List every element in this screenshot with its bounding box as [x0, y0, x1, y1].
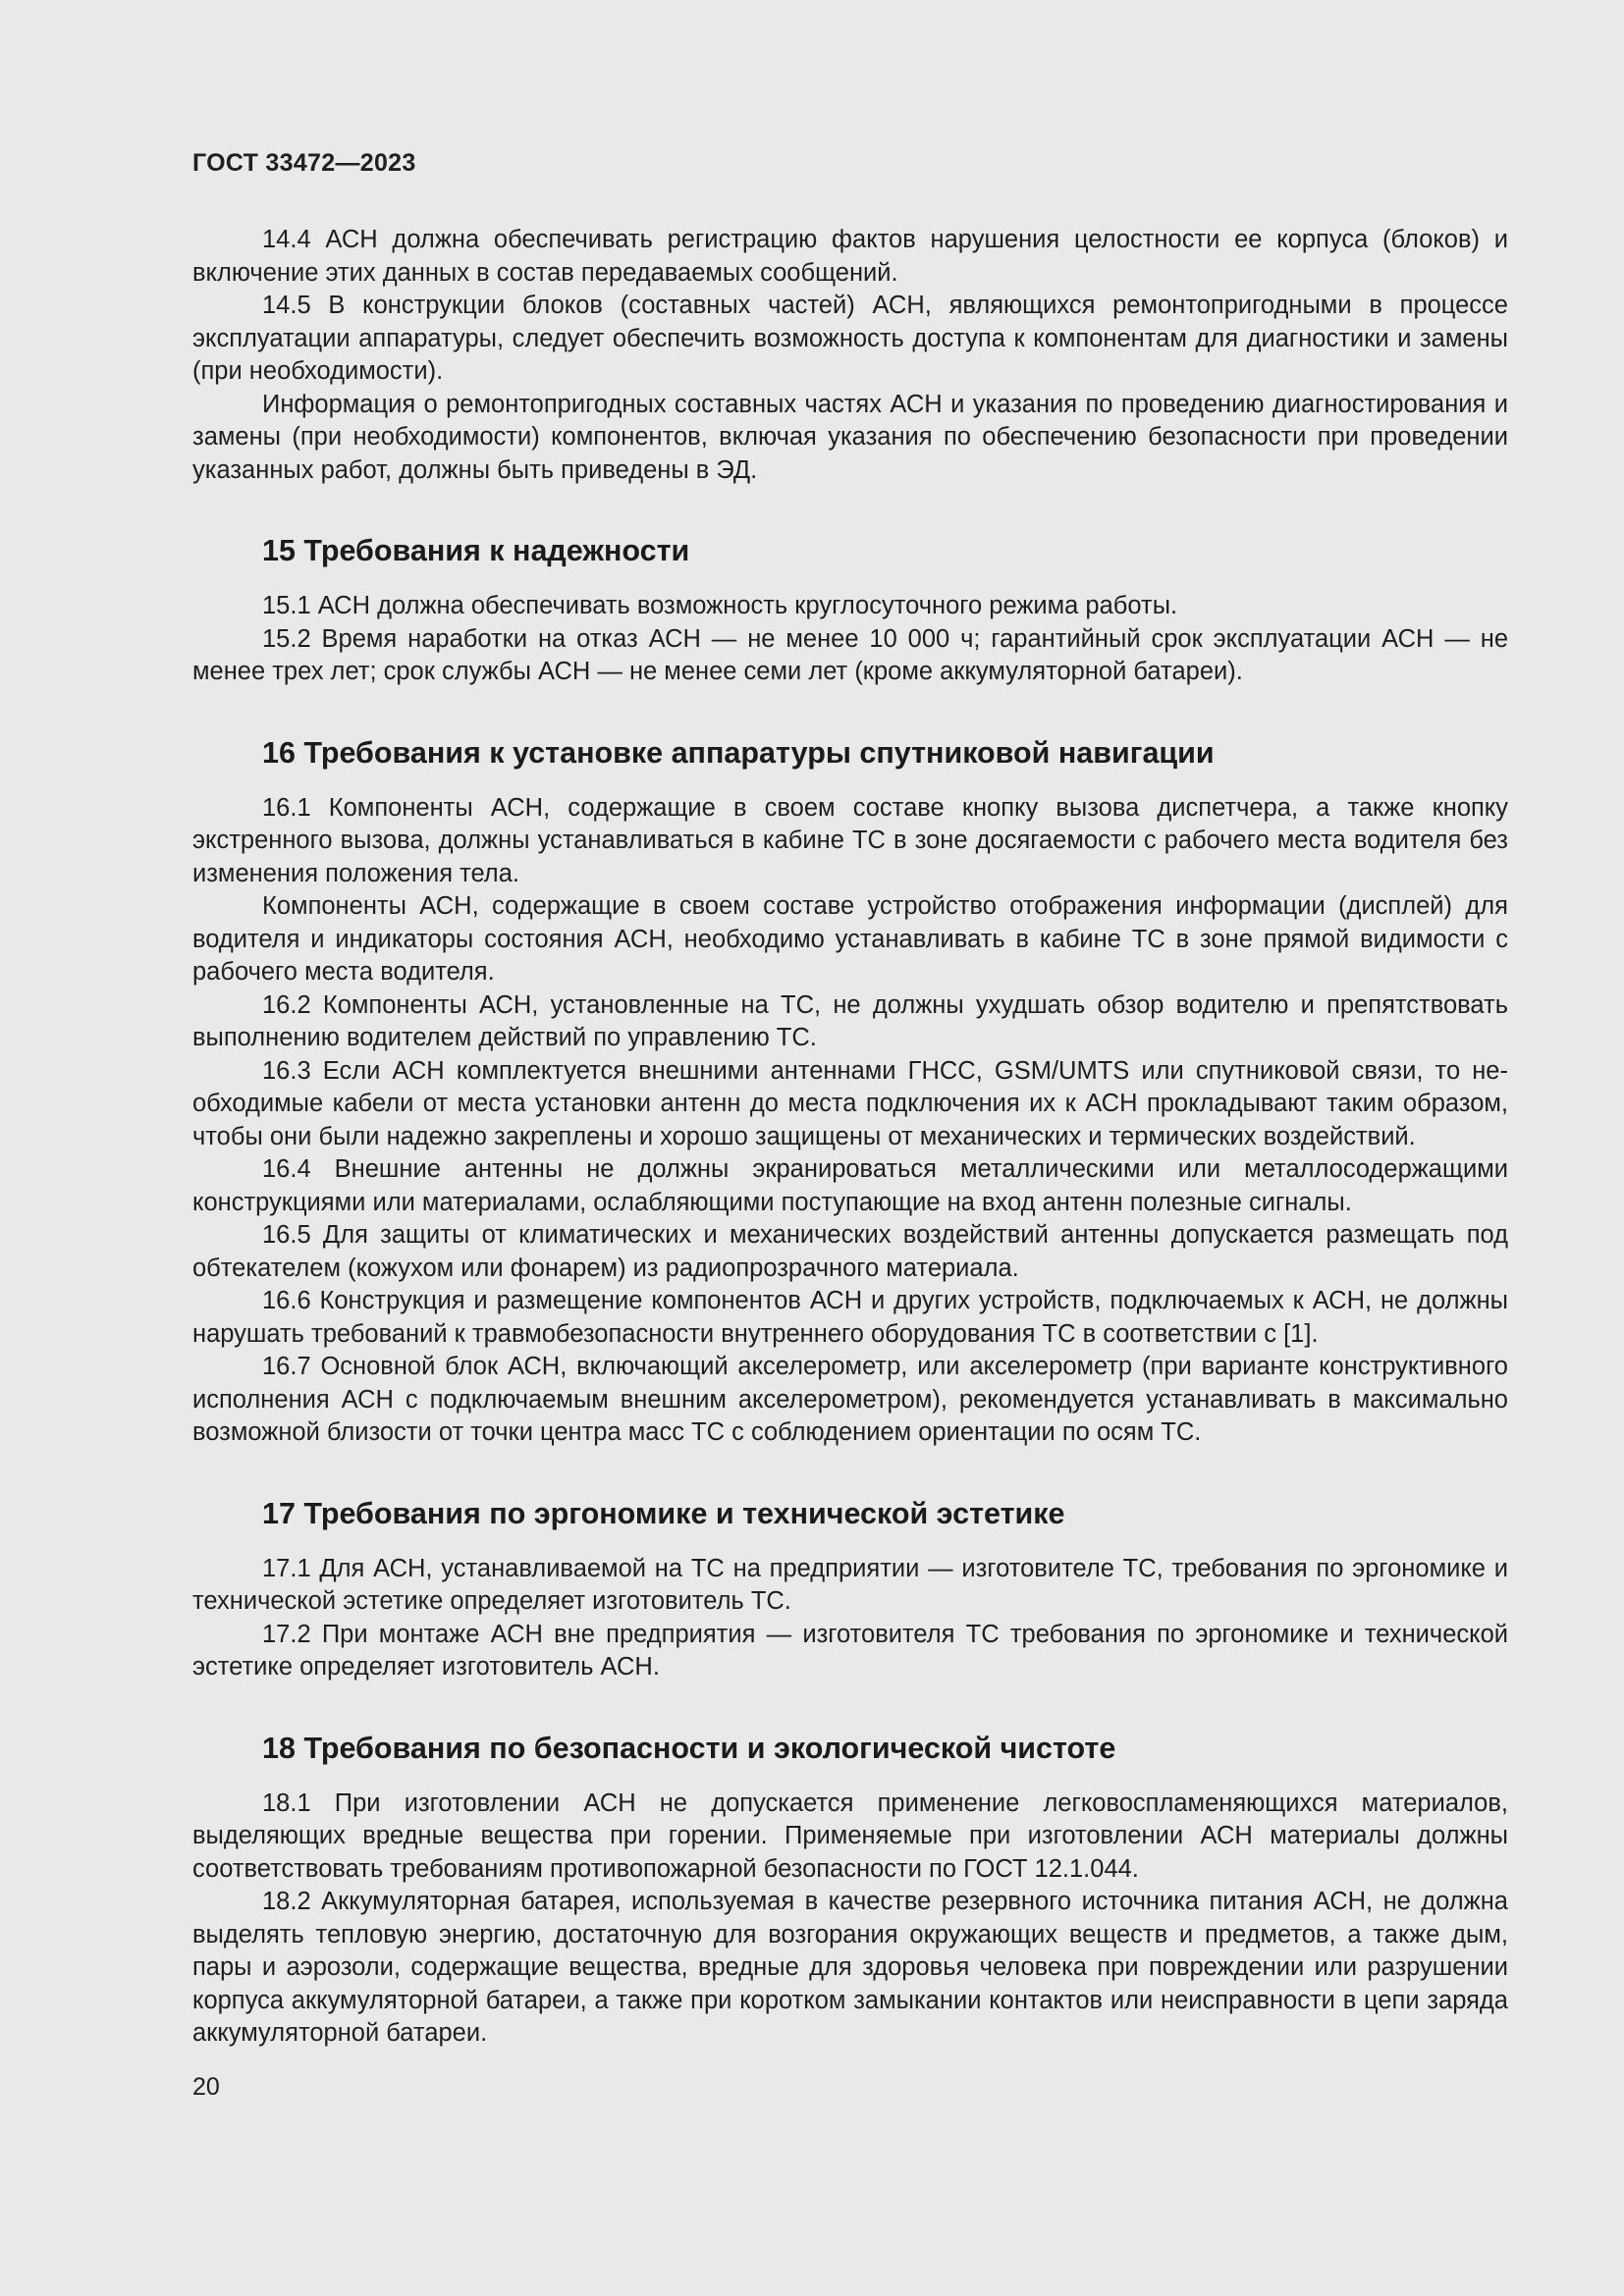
- paragraph-16-5: 16.5 Для защиты от климатических и механических воздействий антенны допускается размещать под обтекателем (кожухом или фонарем) из радиопрозрачного материала.: [192, 1221, 1508, 1282]
- paragraph-17-1: 17.1 Для АСН, устанавливаемой на ТС на предприятии — изготовителе ТС, требования по эргономике и технической эстетике определяет изготовитель ТС.: [192, 1554, 1508, 1615]
- paragraph-15-1: 15.1 АСН должна обеспечивать возможность круглосуточного режима работы.: [262, 592, 1178, 619]
- paragraph-16-7: 16.7 Основной блок АСН, включающий акселерометр, или акселерометр (при варианте конструктивного исполнения АСН с подключаемым внешним акселерометром), рекомендуется устанавливать в максимально возможной близости от точки центра масс ТС с соблюдением ориентации по осям ТС.: [192, 1353, 1508, 1446]
- paragraph-14-5-info: Информация о ремонтопригодных составных частях АСН и указания по проведению диагностирования и замены (при необходимости) компонентов, включая указания по обеспечению безопасности при проведении указанных работ, должны быть приведены в ЭД.: [192, 390, 1508, 484]
- page-number: 20: [192, 2073, 220, 2101]
- paragraph-15-2: 15.2 Время наработки на отказ АСН — не менее 10 000 ч; гарантийный срок эксплуатации АСН — не менее трех лет; срок службы АСН — не менее семи лет (кроме аккумуляторной батареи).: [192, 624, 1508, 685]
- paragraph-14-4: 14.4 АСН должна обеспечивать регистрацию фактов нарушения целостности ее корпуса (блоков) и включение этих данных в состав передаваемых сообщений.: [192, 226, 1508, 287]
- section-heading-16: 16 Требования к установке аппаратуры спутниковой навигации: [262, 735, 1215, 770]
- section-heading-18: 18 Требования по безопасности и экологической чистоте: [262, 1731, 1116, 1765]
- paragraph-14-5: 14.5 В конструкции блоков (составных частей) АСН, являющихся ремонтопригодными в процессе эксплуатации аппаратуры, следует обеспечить возможность доступа к компонентам для диагностики и замены (при необходимости).: [192, 292, 1508, 385]
- section-heading-15: 15 Требования к надежности: [262, 534, 690, 567]
- paragraph-16-3: 16.3 Если АСН комплектуется внешними антеннами ГНСС, GSM/UMTS или спутниковой связи, то необходимые кабели от места установки антенн до места подключения их к АСН прокладывают таким образом, чтобы они были надежно закреплены и хорошо защищены от механических и термических воздействий.: [192, 1056, 1508, 1150]
- paragraph-16-2: 16.2 Компоненты АСН, установленные на ТС, не должны ухудшать обзор водителю и препятствовать выполнению водителем действий по управлению ТС.: [192, 990, 1508, 1051]
- document-body: [192, 224, 1508, 2051]
- document-header: ГОСТ 33472—2023: [192, 149, 416, 177]
- section-heading-17: 17 Требования по эргономике и технической эстетике: [262, 1496, 1065, 1530]
- paragraph-16-4: 16.4 Внешние антенны не должны экранироваться металлическими или металлосодержащими конструкциями или материалами, ослабляющими поступающие на вход антенн полезные сигналы.: [192, 1155, 1508, 1216]
- paragraph-18-1: 18.1 При изготовлении АСН не допускается применение легковоспламеняющихся материалов, выделяющих вредные вещества при горении. Применяемые при изготовлении АСН материалы должны соответствовать требованиям противопожарной безопасности по ГОСТ 12.1.044.: [192, 1789, 1508, 1883]
- paragraph-17-2: 17.2 При монтаже АСН вне предприятия — изготовителя ТС требования по эргономике и технической эстетике определяет изготовитель АСН.: [192, 1620, 1508, 1681]
- paragraph-16-1-display: Компоненты АСН, содержащие в своем составе устройство отображения информации (дисплей) для водителя и индикаторы состояния АСН, необходимо устанавливать в кабине ТС в зоне прямой видимости с рабочего места водителя.: [192, 892, 1508, 986]
- paragraph-18-2: 18.2 Аккумуляторная батарея, используемая в качестве резервного источника питания АСН, не должна выделять тепловую энергию, достаточную для возгорания окружающих веществ и предметов, а также дым, пары и аэрозоли, содержащие вещества, вредные для здоровья человека при повреждении или разрушении корпуса аккумуляторной батареи, а также при коротком замыкании контактов или неисправности в цепи заряда аккумуляторной батареи.: [192, 1888, 1508, 2047]
- paragraph-16-6: 16.6 Конструкция и размещение компонентов АСН и других устройств, подключаемых к АСН, не должны нарушать требований к травмобезопасности внутреннего оборудования ТС в соответствии с [1].: [192, 1287, 1508, 1348]
- paragraph-16-1: 16.1 Компоненты АСН, содержащие в своем составе кнопку вызова диспетчера, а также кнопку экстренного вызова, должны устанавливаться в кабине ТС в зоне досягаемости с рабочего места водителя без изменения положения тела.: [192, 793, 1508, 887]
